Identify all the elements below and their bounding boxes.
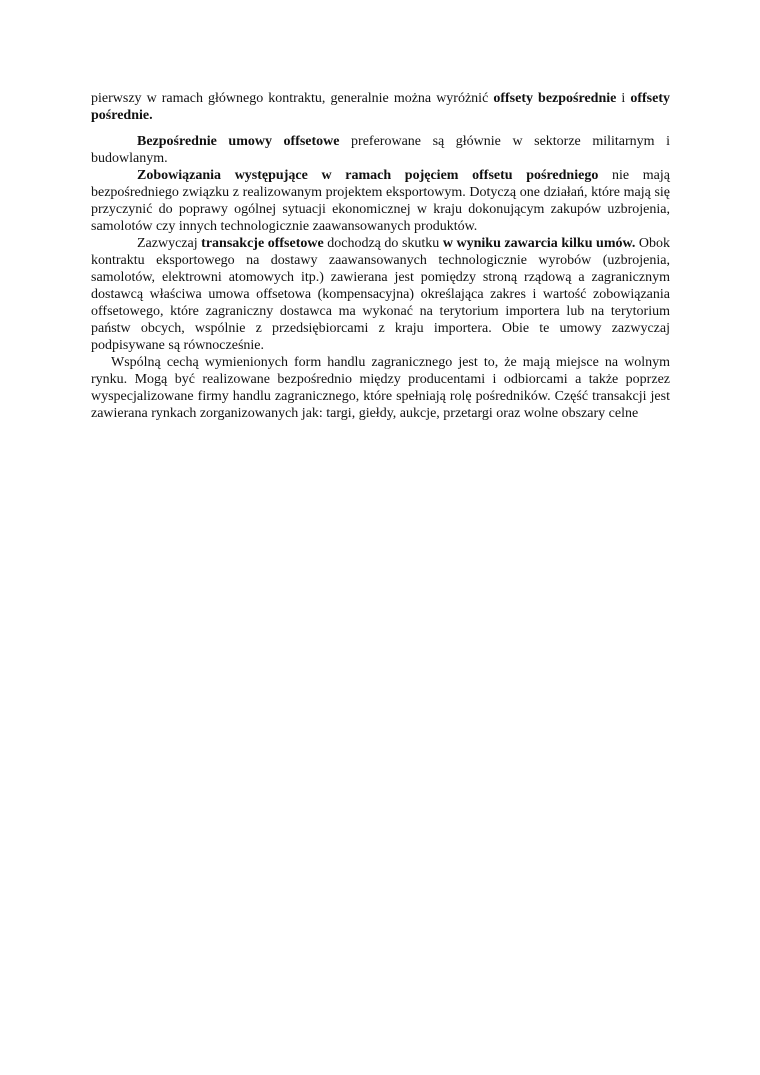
text-run: Obok kontraktu eksportowego na dostawy zaawansowanych technologicznie wyrobów (uzbrojenia, samolotów, elektrowni atomowych itp.) zawierana jest pomiędzy stroną rządową a zagranicznym dostawcą właściwa umowa offsetowa (kompensacyjna) określająca zakres i wartość zobowiązania offsetowego, które zagraniczny dostawca ma wykonać na terytorium importera lub na terytorium państw obcych, wspólnie z przedsiębiorcami z kraju importera. Obie te umowy zazwyczaj podpisywane są równocześnie. <box>91 236 670 353</box>
bold-term-zobowiazania: Zobowiązania występujące w ramach pojęciem offsetu pośredniego <box>137 168 599 183</box>
bold-term-transakcje-offsetowe: transakcje offsetowe <box>201 236 324 251</box>
bold-term-kilku-umow: w wyniku zawarcia kilku umów. <box>442 236 636 251</box>
paragraph-4 <box>91 235 670 354</box>
document-page <box>91 90 670 422</box>
text-run: Zazwyczaj <box>137 236 202 251</box>
text-run: i <box>616 91 631 106</box>
text-run: Wspólną cechą wymienionych form handlu zagranicznego jest to, że mają miejsce na wolnym rynku. Mogą być realizowane bezpośrednio między producentami i odbiorcami a także poprzez wyspecjalizowane firmy handlu zagranicznego, które spełniają rolę pośredników. Część transakcji jest zawierana rynkach zorganizowanych jak: targi, giełdy, aukcje, przetargi oraz wolne obszary celne <box>91 355 670 421</box>
paragraph-5 <box>91 354 670 422</box>
bold-term-offsety-bezposrednie: offsety bezpośrednie <box>493 91 617 106</box>
text-run: pierwszy w ramach głównego kontraktu, generalnie można wyróżnić <box>91 91 494 106</box>
bold-term-offsety-posrednie: offsety pośrednie. <box>91 91 670 123</box>
paragraph-3 <box>91 167 670 235</box>
text-run: preferowane są głównie w sektorze militarnym i budowlanym. <box>91 134 670 166</box>
text-run: dochodzą do skutku <box>323 236 443 251</box>
paragraph-2 <box>91 133 670 167</box>
text-run: nie mają bezpośredniego związku z realizowanym projektem eksportowym. Dotyczą one działań, które mają się przyczynić do poprawy ogólnej sytuacji ekonomicznej w kraju dokonującym zakupów uzbrojenia, samolotów czy innych technologicznie zaawansowanych produktów. <box>91 168 670 234</box>
bold-term-bezposrednie-umowy: Bezpośrednie umowy offsetowe <box>137 134 340 149</box>
paragraph-1 <box>91 90 670 124</box>
